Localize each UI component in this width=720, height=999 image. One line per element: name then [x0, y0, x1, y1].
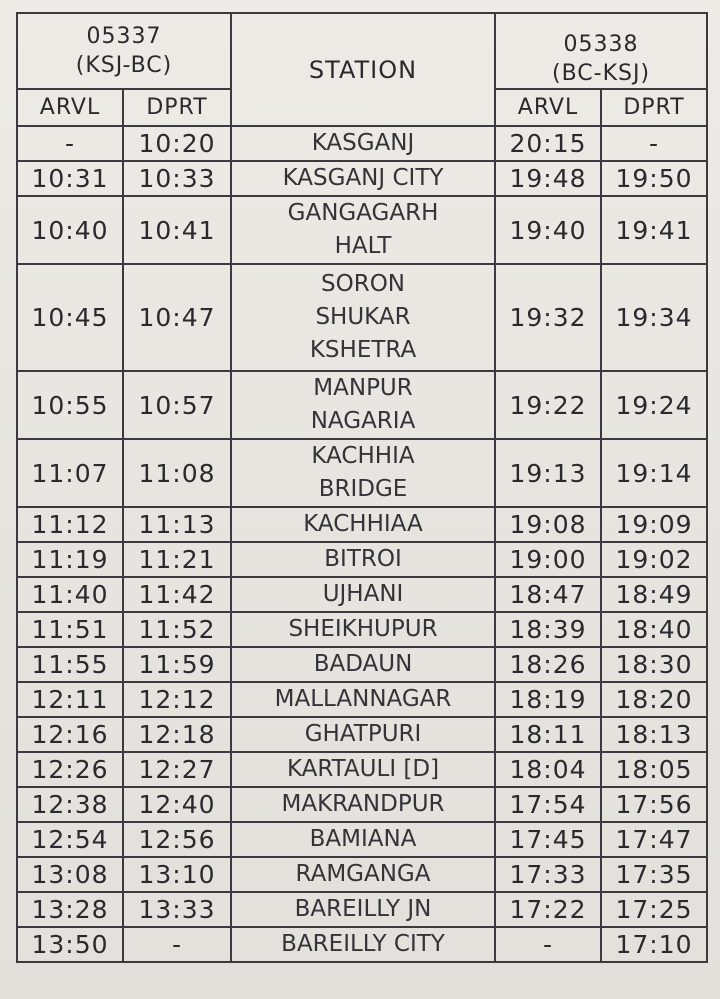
- down-arrival-cell: 11:55: [17, 647, 123, 682]
- up-arrival-cell: 18:26: [495, 647, 601, 682]
- down-departure-cell: 11:52: [123, 612, 231, 647]
- up-arrival-cell: 19:13: [495, 439, 601, 507]
- timetable: [16, 12, 708, 963]
- station-name-line: MANPUR: [313, 375, 413, 401]
- up-arrival-header: ARVL: [495, 89, 601, 126]
- up-departure-cell: 18:49: [601, 577, 707, 612]
- down-departure-cell: 13:10: [123, 857, 231, 892]
- station-cell: [231, 682, 495, 717]
- station-cell: [231, 612, 495, 647]
- table-row: [17, 752, 707, 787]
- down-arrival-cell: 11:19: [17, 542, 123, 577]
- down-arrival-cell: -: [17, 126, 123, 161]
- down-departure-cell: 12:27: [123, 752, 231, 787]
- down-arrival-cell: 11:12: [17, 507, 123, 542]
- station-cell: [231, 371, 495, 439]
- station-name-line: HALT: [334, 233, 392, 259]
- up-arrival-cell: 20:15: [495, 126, 601, 161]
- table-row: [17, 647, 707, 682]
- down-arrival-cell: 12:54: [17, 822, 123, 857]
- station-name-line: BAMIANA: [309, 826, 417, 852]
- up-arrival-cell: 19:08: [495, 507, 601, 542]
- down-departure-cell: 11:08: [123, 439, 231, 507]
- down-departure-cell: 10:57: [123, 371, 231, 439]
- up-arrival-cell: 18:47: [495, 577, 601, 612]
- down-departure-cell: 13:33: [123, 892, 231, 927]
- station-cell: [231, 161, 495, 196]
- table-row: [17, 542, 707, 577]
- station-name-line: NAGARIA: [310, 408, 416, 434]
- table-row: [17, 892, 707, 927]
- up-departure-header: DPRT: [601, 89, 707, 126]
- up-departure-cell: 18:30: [601, 647, 707, 682]
- up-arrival-cell: 19:22: [495, 371, 601, 439]
- station-cell: [231, 542, 495, 577]
- up-arrival-cell: 17:54: [495, 787, 601, 822]
- station-name-line: BAREILLY JN: [294, 896, 432, 922]
- down-arrival-cell: 11:40: [17, 577, 123, 612]
- up-departure-cell: 18:05: [601, 752, 707, 787]
- station-name-line: KSHETRA: [309, 337, 417, 363]
- station-name-line: MALLANNAGAR: [274, 686, 452, 712]
- station-name-line: KARTAULI [D]: [286, 756, 440, 782]
- station-name-line: GHATPURI: [304, 721, 422, 747]
- table-row: [17, 264, 707, 371]
- train-down-route: (KSJ-BC): [75, 53, 173, 78]
- down-departure-cell: 12:56: [123, 822, 231, 857]
- down-arrival-cell: 13:50: [17, 927, 123, 962]
- table-row: [17, 612, 707, 647]
- station-cell: [231, 264, 495, 371]
- station-name-line: GANGAGARH: [287, 200, 439, 226]
- up-arrival-cell: 17:33: [495, 857, 601, 892]
- up-arrival-cell: 18:19: [495, 682, 601, 717]
- up-arrival-cell: 19:40: [495, 196, 601, 264]
- up-departure-cell: 17:25: [601, 892, 707, 927]
- station-cell: [231, 439, 495, 507]
- up-departure-cell: 17:47: [601, 822, 707, 857]
- up-departure-cell: -: [601, 126, 707, 161]
- table-row: [17, 196, 707, 264]
- station-name-line: KACHHIAA: [303, 511, 423, 537]
- train-up-route: (BC-KSJ): [551, 61, 651, 86]
- up-arrival-cell: 19:00: [495, 542, 601, 577]
- up-departure-cell: 19:02: [601, 542, 707, 577]
- table-row: [17, 927, 707, 962]
- down-departure-cell: 12:18: [123, 717, 231, 752]
- station-name-line: SHUKAR: [315, 304, 411, 330]
- down-departure-cell: 10:20: [123, 126, 231, 161]
- down-departure-cell: 10:33: [123, 161, 231, 196]
- timetable-body: [17, 126, 707, 962]
- table-row: [17, 787, 707, 822]
- timetable-header: [17, 13, 707, 126]
- down-departure-cell: 10:41: [123, 196, 231, 264]
- table-row: [17, 682, 707, 717]
- station-name-line: SHEIKHUPUR: [288, 616, 438, 642]
- up-arrival-cell: 18:11: [495, 717, 601, 752]
- up-departure-cell: 19:09: [601, 507, 707, 542]
- station-cell: [231, 126, 495, 161]
- station-name-line: BAREILLY CITY: [281, 931, 445, 957]
- up-arrival-cell: 19:32: [495, 264, 601, 371]
- train-up-number: 05338: [563, 32, 639, 57]
- station-cell: [231, 647, 495, 682]
- up-departure-cell: 19:14: [601, 439, 707, 507]
- train-up-header: [495, 13, 707, 89]
- down-arrival-cell: 13:08: [17, 857, 123, 892]
- down-arrival-cell: 12:38: [17, 787, 123, 822]
- down-arrival-cell: 10:55: [17, 371, 123, 439]
- down-departure-cell: 10:47: [123, 264, 231, 371]
- table-row: [17, 371, 707, 439]
- station-name-line: UJHANI: [322, 581, 404, 607]
- station-name-line: KASGANJ: [311, 130, 415, 156]
- down-departure-cell: 11:13: [123, 507, 231, 542]
- down-departure-cell: 11:59: [123, 647, 231, 682]
- table-row: [17, 717, 707, 752]
- up-arrival-cell: 17:45: [495, 822, 601, 857]
- up-arrival-cell: -: [495, 927, 601, 962]
- table-row: [17, 161, 707, 196]
- down-departure-cell: -: [123, 927, 231, 962]
- table-row: [17, 822, 707, 857]
- up-departure-cell: 19:24: [601, 371, 707, 439]
- down-arrival-cell: 12:11: [17, 682, 123, 717]
- table-row: [17, 507, 707, 542]
- up-departure-cell: 17:35: [601, 857, 707, 892]
- station-name-line: KACHHIA: [311, 443, 415, 469]
- station-cell: [231, 752, 495, 787]
- down-arrival-cell: 11:07: [17, 439, 123, 507]
- up-departure-cell: 18:40: [601, 612, 707, 647]
- down-arrival-cell: 12:16: [17, 717, 123, 752]
- station-name-line: RAMGANGA: [295, 861, 431, 887]
- up-departure-cell: 19:41: [601, 196, 707, 264]
- up-departure-cell: 17:56: [601, 787, 707, 822]
- down-arrival-cell: 11:51: [17, 612, 123, 647]
- station-cell: [231, 787, 495, 822]
- down-arrival-cell: 10:45: [17, 264, 123, 371]
- station-name-line: MAKRANDPUR: [281, 791, 445, 817]
- up-arrival-cell: 17:22: [495, 892, 601, 927]
- down-arrival-header: ARVL: [17, 89, 123, 126]
- table-row: [17, 439, 707, 507]
- station-cell: [231, 892, 495, 927]
- up-departure-cell: 18:13: [601, 717, 707, 752]
- station-cell: [231, 507, 495, 542]
- station-column-header: STATION: [231, 13, 495, 126]
- down-departure-cell: 12:12: [123, 682, 231, 717]
- down-arrival-cell: 13:28: [17, 892, 123, 927]
- down-arrival-cell: 12:26: [17, 752, 123, 787]
- station-cell: [231, 857, 495, 892]
- table-row: [17, 577, 707, 612]
- station-cell: [231, 822, 495, 857]
- train-down-header: [17, 13, 231, 89]
- station-name-line: SORON: [321, 271, 406, 297]
- station-cell: [231, 927, 495, 962]
- station-name-line: BADAUN: [313, 651, 413, 677]
- down-departure-cell: 12:40: [123, 787, 231, 822]
- table-row: [17, 857, 707, 892]
- down-arrival-cell: 10:40: [17, 196, 123, 264]
- station-cell: [231, 717, 495, 752]
- station-name-line: BITROI: [324, 546, 402, 572]
- station-cell: [231, 577, 495, 612]
- station-cell: [231, 196, 495, 264]
- up-arrival-cell: 19:48: [495, 161, 601, 196]
- up-departure-cell: 19:34: [601, 264, 707, 371]
- down-arrival-cell: 10:31: [17, 161, 123, 196]
- train-down-number: 05337: [86, 24, 162, 49]
- down-departure-header: DPRT: [123, 89, 231, 126]
- down-departure-cell: 11:42: [123, 577, 231, 612]
- up-arrival-cell: 18:39: [495, 612, 601, 647]
- station-name-line: BRIDGE: [318, 476, 408, 502]
- up-departure-cell: 17:10: [601, 927, 707, 962]
- down-departure-cell: 11:21: [123, 542, 231, 577]
- table-row: [17, 126, 707, 161]
- up-departure-cell: 18:20: [601, 682, 707, 717]
- station-name-line: KASGANJ CITY: [282, 165, 444, 191]
- up-arrival-cell: 18:04: [495, 752, 601, 787]
- up-departure-cell: 19:50: [601, 161, 707, 196]
